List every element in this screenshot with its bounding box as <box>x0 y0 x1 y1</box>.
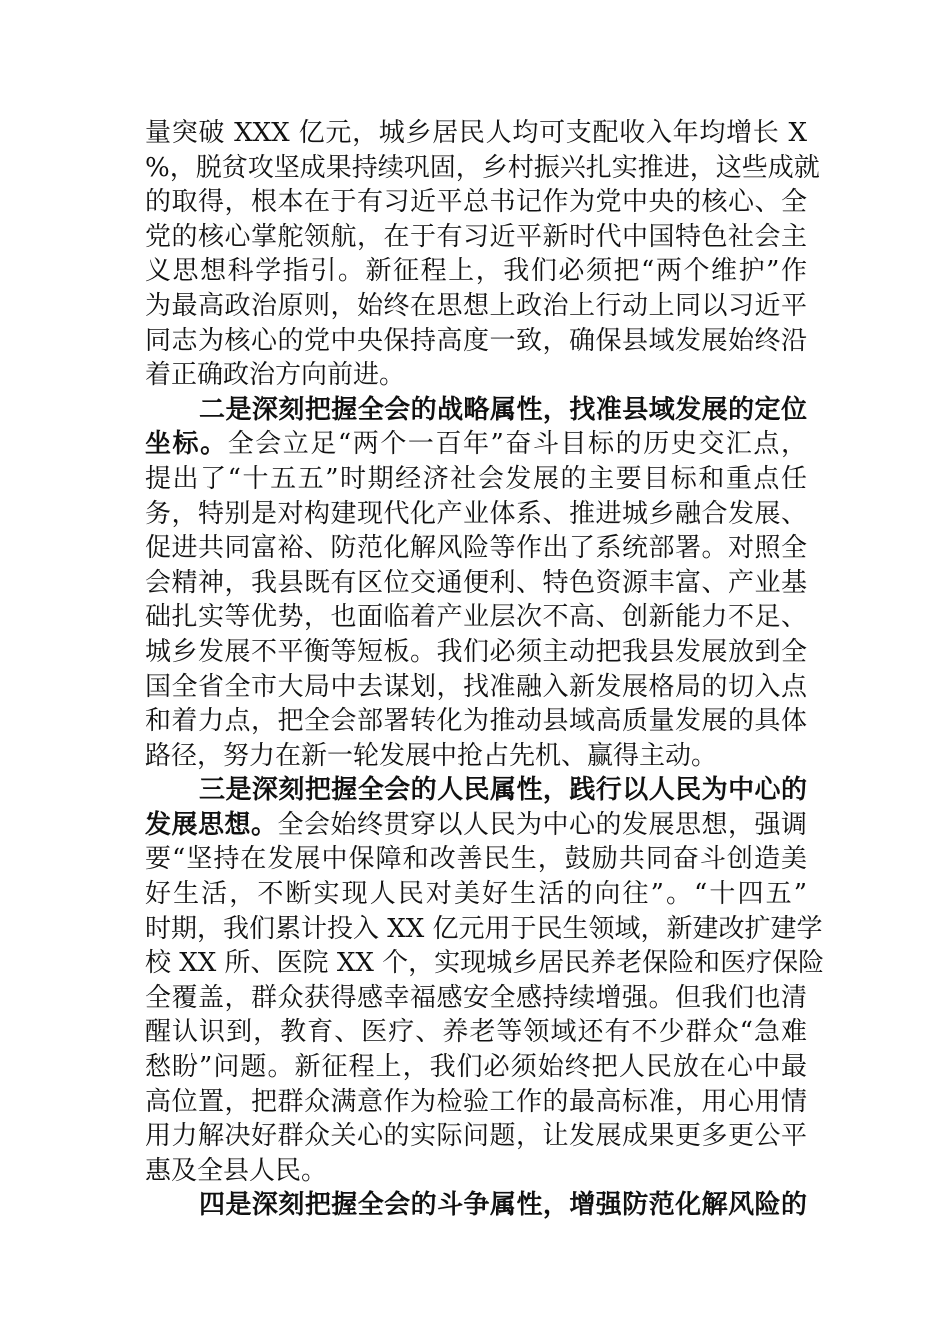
text-line <box>145 462 807 497</box>
body-text: 同志为核心的党中央保持高度一致，确保县域发展始终沿 <box>145 325 807 356</box>
body-text: 全会立足“两个一百年”奋斗目标的历史交汇点， <box>227 429 807 460</box>
text-line <box>145 1050 807 1085</box>
text-line <box>145 289 807 324</box>
body-text: 础扎实等优势，也面临着产业层次不高、创新能力不足、 <box>145 602 807 633</box>
bold-heading-text: 坐标。 <box>145 429 228 460</box>
text-line <box>145 946 825 981</box>
body-text: 全覆盖，群众获得感幸福感安全感持续增强。但我们也清 <box>145 982 807 1013</box>
text-line <box>145 116 807 151</box>
bold-heading-text: 三是深刻把握全会的人民属性，践行以人民为中心的 <box>199 775 807 806</box>
body-text: 好生活，不断实现人民对美好生活的向往”。“十四五” <box>145 879 807 910</box>
body-text: 为最高政治原则，始终在思想上政治上行动上同以习近平 <box>145 290 807 321</box>
paragraph <box>145 773 825 1188</box>
body-text: 时期，我们累计投入 XX 亿元用于民生领域，新建改扩建学 <box>145 913 823 944</box>
text-line <box>145 324 807 359</box>
body-text: 党的核心掌舵领航，在于有习近平新时代中国特色社会主 <box>145 221 807 252</box>
body-text: 促进共同富裕、防范化解风险等作出了系统部署。对照全 <box>145 533 807 564</box>
text-line <box>145 1015 807 1050</box>
text-line <box>145 808 807 843</box>
body-text: 国全省全市大局中去谋划，找准融入新发展格局的切入点 <box>145 671 807 702</box>
text-line <box>145 670 807 705</box>
text-line <box>145 531 807 566</box>
body-text: 要“坚持在发展中保障和改善民生，鼓励共同奋斗创造美 <box>145 844 807 875</box>
text-line <box>145 220 807 255</box>
body-text: 务，特别是对构建现代化产业体系、推进城乡融合发展、 <box>145 498 807 529</box>
text-line <box>145 981 807 1016</box>
text-line <box>145 1119 807 1154</box>
body-text: 会精神，我县既有区位交通便利、特色资源丰富、产业基 <box>145 567 807 598</box>
text-line <box>145 635 807 670</box>
bold-heading-text: 发展思想。 <box>145 809 278 840</box>
body-text: 提出了“十五五”时期经济社会发展的主要目标和重点任 <box>145 463 807 494</box>
body-text: 愁盼”问题。新征程上，我们必须始终把人民放在心中最 <box>145 1052 807 1083</box>
text-line <box>145 773 807 808</box>
text-line <box>145 151 820 186</box>
text-line <box>145 497 807 532</box>
body-text: 醒认识到，教育、医疗、养老等领域还有不少群众“急难 <box>145 1017 807 1048</box>
text-line <box>145 600 807 635</box>
body-text: 着正确政治方向前进。 <box>145 360 406 391</box>
body-text: 量突破 XXX 亿元，城乡居民人均可支配收入年均增长 X <box>145 118 807 148</box>
document-body <box>145 116 825 1223</box>
text-line <box>145 1188 807 1223</box>
text-line <box>145 1085 807 1120</box>
body-text: 路径，努力在新一轮发展中抢占先机、赢得主动。 <box>145 740 718 771</box>
body-text: 全会始终贯穿以人民为中心的发展思想，强调 <box>277 809 807 840</box>
text-line <box>145 877 807 912</box>
text-line <box>145 739 807 774</box>
body-text: 城乡发展不平衡等短板。我们必须主动把我县发展放到全 <box>145 636 807 667</box>
body-text: 和着力点，把全会部署转化为推动县域高质量发展的具体 <box>145 706 807 737</box>
body-text: 校 XX 所、医院 XX 个，实现城乡居民养老保险和医疗保险 <box>145 948 825 979</box>
bold-heading-text: 四是深刻把握全会的斗争属性，增强防范化解风险的 <box>199 1190 807 1221</box>
text-line <box>145 358 807 393</box>
paragraph <box>145 116 820 393</box>
text-line <box>145 1154 807 1189</box>
text-line <box>145 566 807 601</box>
text-line <box>145 704 807 739</box>
body-text: 高位置，把群众满意作为检验工作的最高标准，用心用情 <box>145 1086 807 1117</box>
text-line <box>145 427 807 462</box>
text-line <box>145 842 807 877</box>
text-line <box>145 393 807 428</box>
text-line <box>145 254 807 289</box>
body-text: 的取得，根本在于有习近平总书记作为党中央的核心、全 <box>145 187 807 218</box>
text-line <box>145 185 807 220</box>
text-line <box>145 912 823 947</box>
paragraph <box>145 393 807 774</box>
body-text: 义思想科学指引。新征程上，我们必须把“两个维护”作 <box>145 256 807 287</box>
body-text: 用力解决好群众关心的实际问题，让发展成果更多更公平 <box>145 1121 807 1152</box>
bold-heading-text: 二是深刻把握全会的战略属性，找准县域发展的定位 <box>199 394 807 425</box>
body-text: %，脱贫攻坚成果持续巩固，乡村振兴扎实推进，这些成就 <box>145 152 820 183</box>
body-text: 惠及全县人民。 <box>145 1155 328 1186</box>
paragraph <box>145 1188 807 1223</box>
